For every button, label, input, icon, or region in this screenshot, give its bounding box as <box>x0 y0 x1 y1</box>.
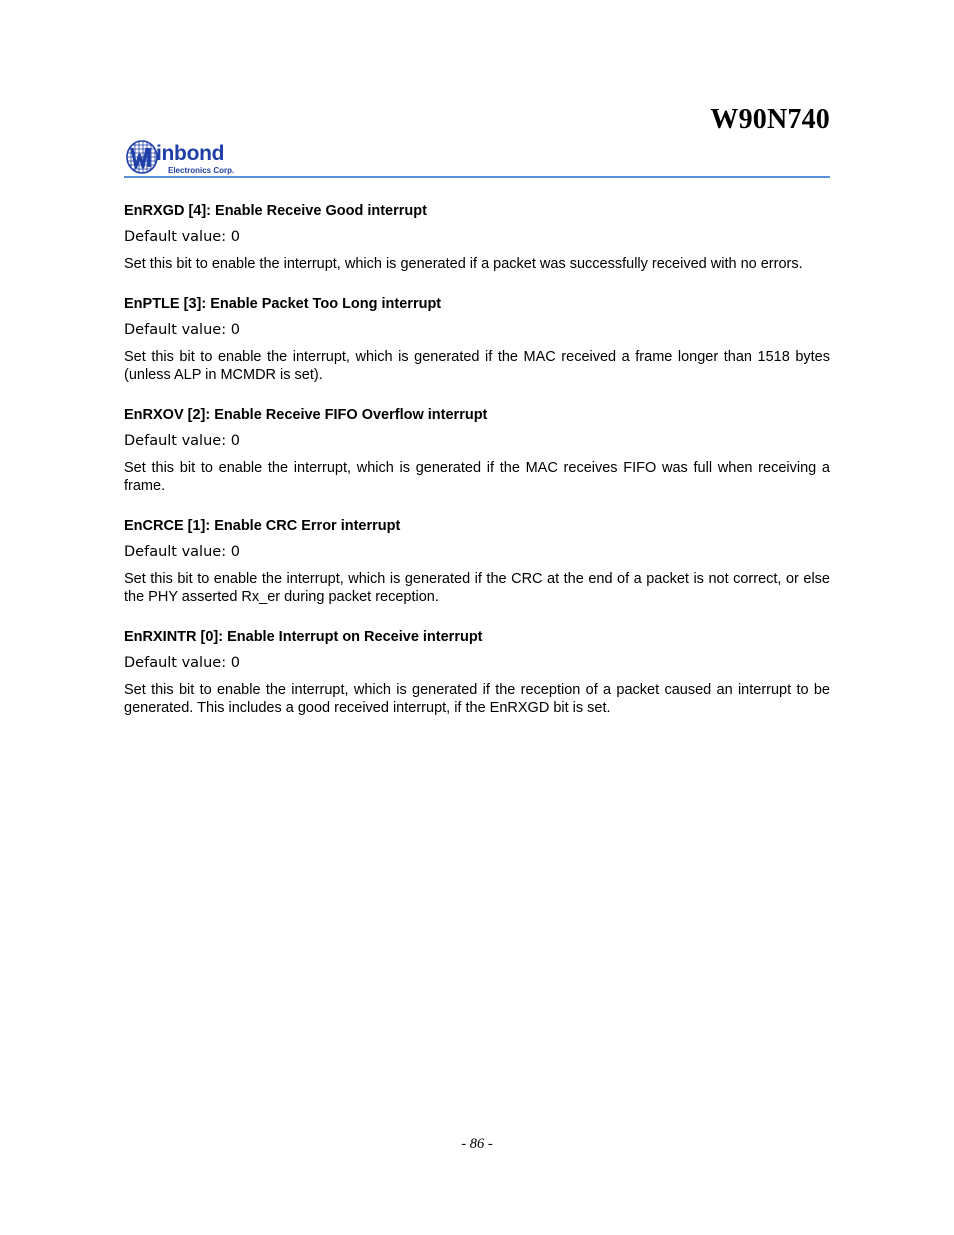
section-description: Set this bit to enable the interrupt, which is generated if the MAC received a frame longer than 1518 bytes (unless ALP in MCMDR is set). <box>124 349 830 383</box>
winbond-logo <box>126 138 266 178</box>
section-heading: EnRXGD [4]: Enable Receive Good interrupt <box>124 203 427 219</box>
section-description: Set this bit to enable the interrupt, which is generated if a packet was successfully received with no errors. <box>124 256 803 272</box>
globe-w-logo-icon <box>126 138 160 178</box>
section-heading: EnCRCE [1]: Enable CRC Error interrupt <box>124 518 401 534</box>
section-description: Set this bit to enable the interrupt, which is generated if the MAC receives FIFO was full when receiving a frame. <box>124 460 830 494</box>
section-heading: EnRXINTR [0]: Enable Interrupt on Receive interrupt <box>124 629 483 645</box>
default-value: Default value: 0 <box>124 322 240 338</box>
document-title: W90N740 <box>710 104 830 135</box>
default-value: Default value: 0 <box>124 544 240 560</box>
field-section-enrxov <box>124 405 830 495</box>
section-heading: EnRXOV [2]: Enable Receive FIFO Overflow interrupt <box>124 407 488 423</box>
default-value: Default value: 0 <box>124 433 240 449</box>
field-section-encrce <box>124 516 830 606</box>
field-section-enptle <box>124 294 830 384</box>
header-divider <box>124 176 830 178</box>
logo-wordmark: inbond <box>156 142 225 165</box>
page-number: - 86 - <box>461 1136 493 1152</box>
field-section-enrxgd <box>124 201 830 273</box>
logo-subtext: Electronics Corp. <box>168 166 235 175</box>
default-value: Default value: 0 <box>124 655 240 671</box>
default-value: Default value: 0 <box>124 229 240 245</box>
section-heading: EnPTLE [3]: Enable Packet Too Long interrupt <box>124 296 442 312</box>
field-section-enrxintr <box>124 627 830 717</box>
section-description: Set this bit to enable the interrupt, which is generated if the reception of a packet caused an interrupt to be generated. This includes a good received interrupt, if the EnRXGD bit is set. <box>124 682 830 716</box>
section-description: Set this bit to enable the interrupt, which is generated if the CRC at the end of a packet is not correct, or else the PHY asserted Rx_er during packet reception. <box>124 571 830 605</box>
register-field-list <box>124 201 830 738</box>
